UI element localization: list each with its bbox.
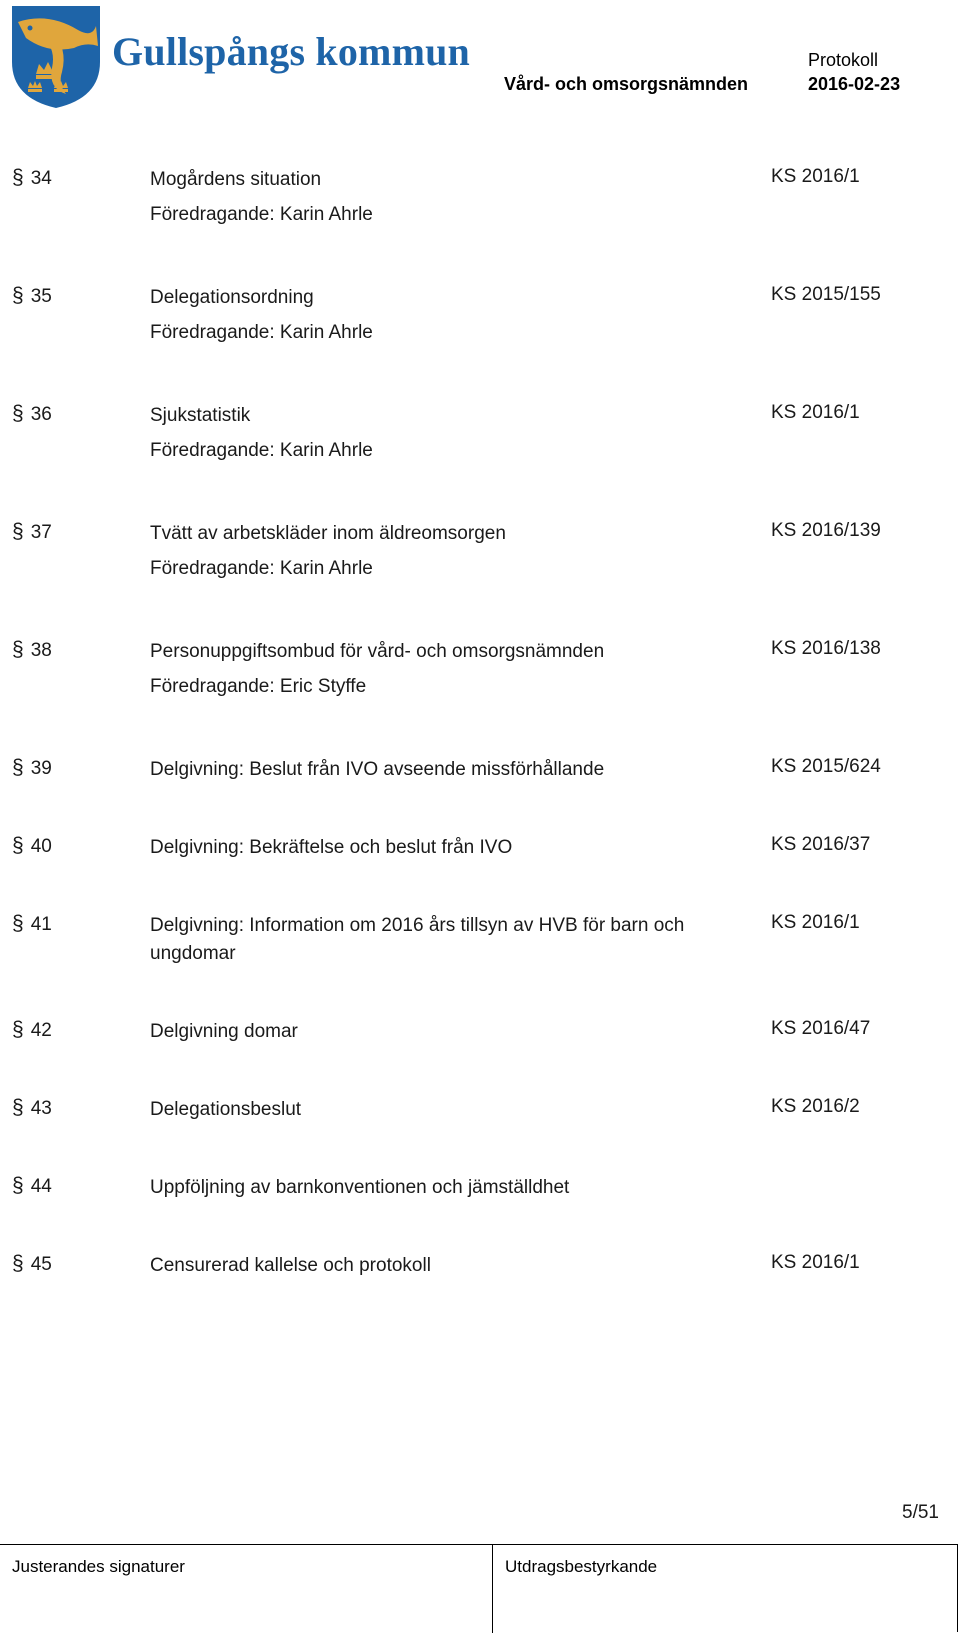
item-title: Tvätt av arbetskläder inom äldreomsorgen bbox=[150, 523, 506, 544]
municipality-name: Gullspångs kommun bbox=[112, 29, 470, 74]
section-sign-icon: § bbox=[12, 1174, 24, 1197]
case-reference: KS 2016/1 bbox=[771, 912, 860, 933]
document-date: 2016-02-23 bbox=[808, 74, 901, 94]
paragraph-number: § 39 bbox=[12, 756, 52, 779]
item-presenter: Föredragande: Eric Styffe bbox=[150, 676, 367, 697]
section-sign-icon: § bbox=[12, 912, 24, 935]
section-sign-icon: § bbox=[12, 638, 24, 661]
certification-label: Utdragsbestyrkande bbox=[505, 1557, 658, 1576]
item-title: Delgivning: Beslut från IVO avseende missförhållande bbox=[150, 759, 605, 780]
paragraph-number: § 44 bbox=[12, 1174, 52, 1197]
item-title: Delegationsbeslut bbox=[150, 1099, 302, 1120]
case-reference: KS 2016/47 bbox=[771, 1018, 871, 1039]
item-presenter: Föredragande: Karin Ahrle bbox=[150, 558, 373, 579]
section-sign-icon: § bbox=[12, 756, 24, 779]
item-presenter: Föredragande: Karin Ahrle bbox=[150, 204, 373, 225]
item-presenter: Föredragande: Karin Ahrle bbox=[150, 440, 373, 461]
paragraph-number: § 37 bbox=[12, 520, 52, 543]
section-sign-icon: § bbox=[12, 834, 24, 857]
item-title: Uppföljning av barnkonventionen och jämställdhet bbox=[150, 1177, 570, 1198]
section-sign-icon: § bbox=[12, 166, 24, 189]
paragraph-number: § 42 bbox=[12, 1018, 52, 1041]
section-sign-icon: § bbox=[12, 402, 24, 425]
page-number: 5/51 bbox=[902, 1502, 939, 1523]
paragraph-number: § 40 bbox=[12, 834, 52, 857]
paragraph-number: § 38 bbox=[12, 638, 52, 661]
signature-label: Justerandes signaturer bbox=[12, 1557, 185, 1576]
case-reference: KS 2016/138 bbox=[771, 638, 881, 659]
item-title: Censurerad kallelse och protokoll bbox=[150, 1255, 431, 1276]
item-title: Delgivning: Information om 2016 års tillsyn av HVB för barn och ungdomar bbox=[150, 915, 685, 964]
section-sign-icon: § bbox=[12, 1018, 24, 1041]
paragraph-number: § 45 bbox=[12, 1252, 52, 1275]
case-reference: KS 2016/2 bbox=[771, 1096, 860, 1117]
signature-footer bbox=[0, 1544, 958, 1632]
case-reference: KS 2016/139 bbox=[771, 520, 881, 541]
item-title: Delgivning domar bbox=[150, 1021, 298, 1042]
section-sign-icon: § bbox=[12, 1096, 24, 1119]
paragraph-number: § 34 bbox=[12, 166, 52, 189]
case-reference: KS 2015/155 bbox=[771, 284, 881, 305]
section-sign-icon: § bbox=[12, 1252, 24, 1275]
section-sign-icon: § bbox=[12, 520, 24, 543]
section-sign-icon: § bbox=[12, 284, 24, 307]
item-title: Delgivning: Bekräftelse och beslut från IVO bbox=[150, 837, 513, 858]
committee-name: Vård- och omsorgsnämnden bbox=[504, 74, 749, 94]
document-type: Protokoll bbox=[808, 50, 879, 70]
case-reference: KS 2015/624 bbox=[771, 756, 881, 777]
case-reference: KS 2016/1 bbox=[771, 166, 860, 187]
item-title: Delegationsordning bbox=[150, 287, 314, 308]
case-reference: KS 2016/37 bbox=[771, 834, 871, 855]
municipal-crest-logo bbox=[8, 2, 104, 110]
item-title: Personuppgiftsombud för vård- och omsorgsnämnden bbox=[150, 641, 605, 662]
paragraph-number: § 43 bbox=[12, 1096, 52, 1119]
signature-box bbox=[0, 1545, 493, 1633]
case-reference: KS 2016/1 bbox=[771, 1252, 860, 1273]
paragraph-number: § 36 bbox=[12, 402, 52, 425]
paragraph-number: § 41 bbox=[12, 912, 52, 935]
item-title: Sjukstatistik bbox=[150, 405, 251, 426]
certification-box bbox=[493, 1545, 958, 1633]
paragraph-number: § 35 bbox=[12, 284, 52, 307]
case-reference: KS 2016/1 bbox=[771, 402, 860, 423]
item-presenter: Föredragande: Karin Ahrle bbox=[150, 322, 373, 343]
item-title: Mogårdens situation bbox=[150, 169, 322, 190]
page-header bbox=[0, 0, 960, 115]
